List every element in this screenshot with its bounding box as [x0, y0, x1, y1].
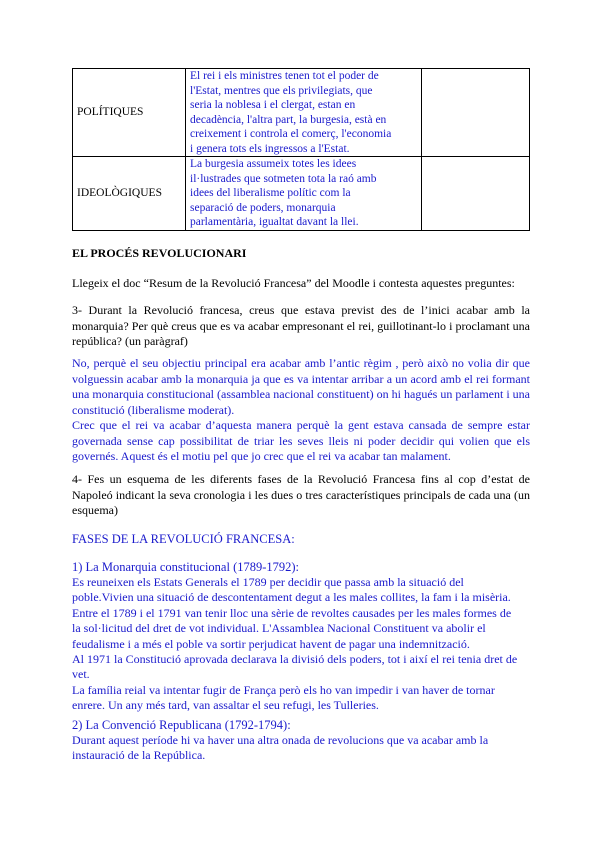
answer-3-paragraph-1: No, perquè el seu objectiu principal era acabar amb l’antic règim , però això no volia dir que volguessin acabar amb la monarquia ja que es va intentar arribar a un acord amb el rei formant una monarquia constitucional (assamblea nacional constituent) on hi hagués un parlament i una constitució (liberalisme moderat). — [72, 356, 530, 417]
phase-1-text — [72, 575, 530, 714]
empty-cell — [422, 69, 530, 157]
row-label: POLÍTIQUES — [73, 69, 186, 157]
row-text — [186, 69, 422, 157]
cell-line: il·lustrades que sotmeten tota la raó amb — [190, 172, 377, 185]
phase-line: instauració de la República. — [72, 748, 206, 763]
instruction-text: Llegeix el doc “Resum de la Revolució Francesa” del Moodle i contesta aquestes preguntes: — [72, 276, 515, 290]
phase-line: Al 1971 la Constitució aprovada declarava la divisió dels poders, tot i així el rei tenia dret de — [72, 652, 518, 667]
table-row — [73, 69, 530, 157]
cell-line: El rei i els ministres tenen tot el poder de — [190, 70, 379, 82]
phase-line: La família reial va intentar fugir de França però els ho van impedir i van haver de tornar — [72, 682, 495, 697]
phase-line: vet. — [72, 667, 90, 682]
empty-cell — [422, 157, 530, 231]
phase-line: poble.Vivien una situació de descontentament degut a les males collites, la fam i la misèria. — [72, 590, 511, 605]
phase-line: la sol·licitud del dret de vot individual. L'Assamblea Nacional Constituent va abolir el — [72, 621, 486, 636]
question-4: 4- Fes un esquema de les diferents fases de la Revolució Francesa fins al cop d’estat de Napoleó indicant la seva cronologia i les dues o tres característiques principals de cada una (un esquema) — [72, 472, 530, 517]
phase-1-heading: 1) La Monarquia constitucional (1789-1792): — [72, 560, 300, 574]
question-3: 3- Durant la Revolució francesa, creus que estava previst des de l’inici acabar amb la monarquia? Per què creus que es va acabar empresonant el rei, guillotinant-lo i proclamant una república? (un paràgraf) — [72, 303, 530, 348]
summary-table-wrapper — [72, 68, 530, 231]
section-title: EL PROCÉS REVOLUCIONARI — [72, 246, 247, 260]
summary-table — [72, 68, 530, 231]
phases-title: FASES DE LA REVOLUCIÓ FRANCESA: — [72, 532, 295, 546]
cell-line: i genera tots els ingressos a l'Estat. — [190, 142, 350, 155]
cell-line: l'Estat, mentres que els privilegiats, que — [190, 84, 373, 97]
cell-line: parlamentària, igualtat davant la llei. — [190, 216, 359, 228]
cell-line: seria la noblesa i el clergat, estan en — [190, 99, 356, 111]
cell-line: creixement i controla el comerç, l'economia — [190, 128, 392, 140]
table-row — [73, 157, 530, 231]
cell-line: La burgesia assumeix totes les idees — [190, 158, 357, 170]
row-label: IDEOLÒGIQUES — [73, 157, 186, 231]
cell-line: decadència, l'altra part, la burgesia, està en — [190, 113, 387, 126]
phase-2-text — [72, 733, 530, 764]
phase-line: enrere. Un any més tard, van assaltar el seu refugi, les Tulleries. — [72, 698, 379, 713]
cell-line: separació de poders, monarquia — [190, 201, 336, 214]
row-text — [186, 157, 422, 231]
phase-line: Es reuneixen els Estats Generals el 1789 per decidir que passa amb la situació del — [72, 575, 464, 589]
phase-2-heading: 2) La Convenció Republicana (1792-1794): — [72, 718, 291, 732]
phase-line: Durant aquest període hi va haver una altra onada de revolucions que va acabar amb la — [72, 733, 489, 747]
phase-line: feudalisme i a més el poble va sortir perjudicat havent de pagar una indemnització. — [72, 636, 470, 651]
phase-line: Entre el 1789 i el 1791 van tenir lloc una sèrie de revoltes causades per les males formes de — [72, 605, 512, 620]
answer-3-paragraph-2: Crec que el rei va acabar d’aquesta manera perquè la gent estava cansada de sempre estar governada sense cap possibilitat de triar les seves lleis ni poder decidir qui volien que els governés. Aquest és el motiu pel que jo crec que el rei va acabar tan malament. — [72, 418, 530, 463]
cell-line: idees del liberalisme polític com la — [190, 187, 351, 199]
